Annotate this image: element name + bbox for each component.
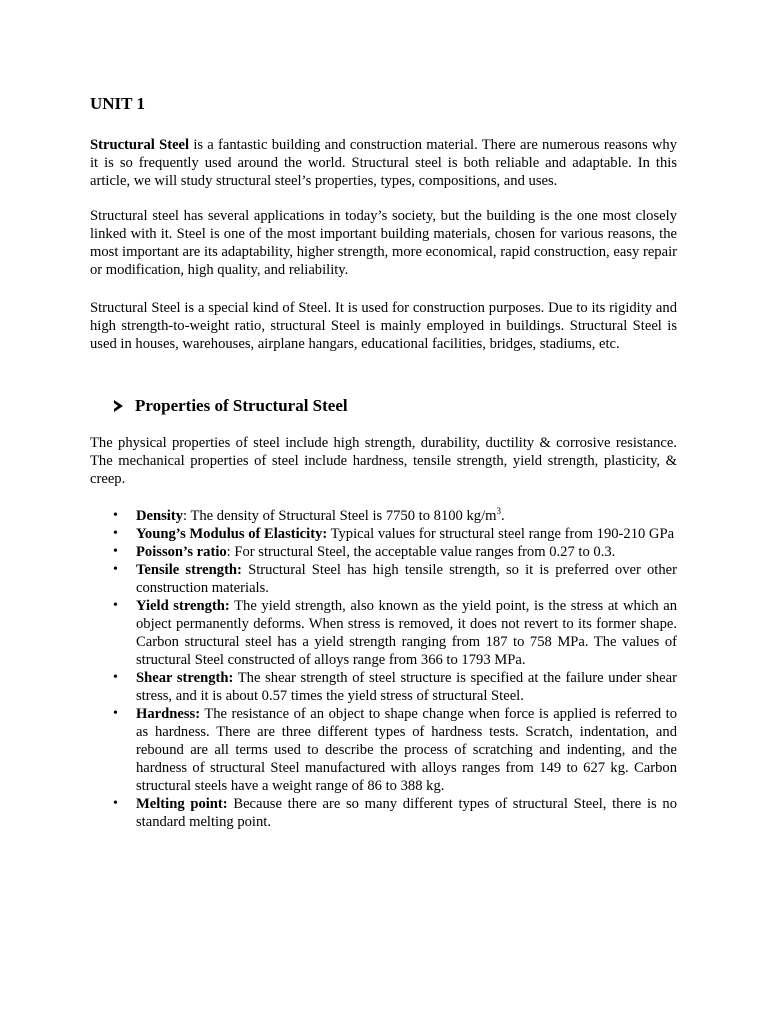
intro-lead: Structural Steel (90, 137, 190, 153)
property-name: Density (136, 508, 184, 524)
property-name: Hardness: (136, 706, 201, 722)
list-item-hardness (90, 705, 677, 795)
bullet-icon: • (113, 670, 118, 685)
list-item-poissons-ratio (90, 543, 677, 561)
property-text: : The density of Structural Steel is 7750 to 8100 kg/m (183, 508, 497, 524)
bullet-icon: • (113, 598, 118, 613)
property-text: Typical values for structural steel range from 190-210 GPa (327, 526, 675, 542)
list-item-shear-strength (90, 669, 677, 705)
property-text: The shear strength of steel structure is specified at the failure under shear stress, and it is about 0.57 times the yield stress of structural Steel. (136, 670, 677, 704)
applications-paragraph: Structural steel has several applications in today’s society, but the building is the one most closely linked with it. Steel is one of the most important building materials, chosen for various reasons, the most important are its adaptability, higher strength, more economical, rapid construction, easy repair or modification, high quality, and reliability. (90, 208, 677, 278)
property-text: Structural Steel has high tensile strength, so it is preferred over other construction materials. (136, 562, 677, 596)
property-name: Yield strength: (136, 598, 230, 614)
unit-title: UNIT 1 (90, 94, 145, 113)
property-name: Shear strength: (136, 670, 234, 686)
bullet-icon: • (113, 562, 118, 577)
intro-text: is a fantastic building and construction material. There are numerous reasons why it is so frequently used around the world. Structural steel is both reliable and adaptable. In this article, we will study structural steel’s properties, types, compositions, and uses. (90, 137, 677, 189)
definition-paragraph: Structural Steel is a special kind of Steel. It is used for construction purposes. Due to its rigidity and high strength-to-weight ratio, structural Steel is mainly employed in buildings. Structural Steel is used in houses, warehouses, airplane hangars, educational facilities, bridges, stadiums, etc. (90, 300, 677, 352)
list-item-melting-point (90, 795, 677, 831)
list-item-yield-strength (90, 597, 677, 669)
bullet-icon: • (113, 526, 118, 541)
intro-paragraph (90, 136, 677, 190)
bullet-icon: • (113, 706, 118, 721)
bullet-icon: • (113, 544, 118, 559)
section-heading-text: Properties of Structural Steel (135, 396, 348, 415)
section-heading (114, 396, 348, 416)
property-text: Because there are so many different types of structural Steel, there is no standard melting point. (136, 796, 677, 830)
property-text: : For structural Steel, the acceptable value ranges from 0.27 to 0.3. (226, 544, 616, 560)
property-text: The resistance of an object to shape change when force is applied is referred to as hardness. There are three different types of hardness tests. Scratch, indentation, and rebound are all terms used to describe the process of scratching and indenting, and the hardness of structural Steel manufactured with alloys ranges from 149 to 627 kg. Carbon structural steels have a weight range of 86 to 388 kg. (136, 706, 677, 794)
property-name: Poisson’s ratio (136, 544, 227, 560)
property-name: Melting point: (136, 796, 228, 812)
list-item-tensile-strength (90, 561, 677, 597)
bullet-icon: • (113, 508, 118, 523)
property-name: Tensile strength: (136, 562, 242, 578)
bullet-icon: • (113, 796, 118, 811)
list-item-youngs-modulus (90, 525, 677, 543)
property-text-end: . (501, 508, 505, 524)
section-intro-paragraph: The physical properties of steel include high strength, durability, ductility & corrosive resistance. The mechanical properties of steel include hardness, tensile strength, yield strength, plasticity, & creep. (90, 435, 677, 487)
superscript: 3 (496, 506, 501, 517)
properties-list (90, 507, 677, 831)
property-name: Young’s Modulus of Elasticity: (136, 526, 328, 542)
arrow-bullet-icon (114, 400, 123, 412)
property-text: The yield strength, also known as the yield point, is the stress at which an object permanently deforms. When stress is removed, it does not revert to its former shape. Carbon structural steel has a yield strength ranging from 187 to 758 MPa. The values of structural Steel constructed of alloys range from 366 to 1793 MPa. (136, 598, 677, 668)
list-item-density (90, 507, 677, 525)
